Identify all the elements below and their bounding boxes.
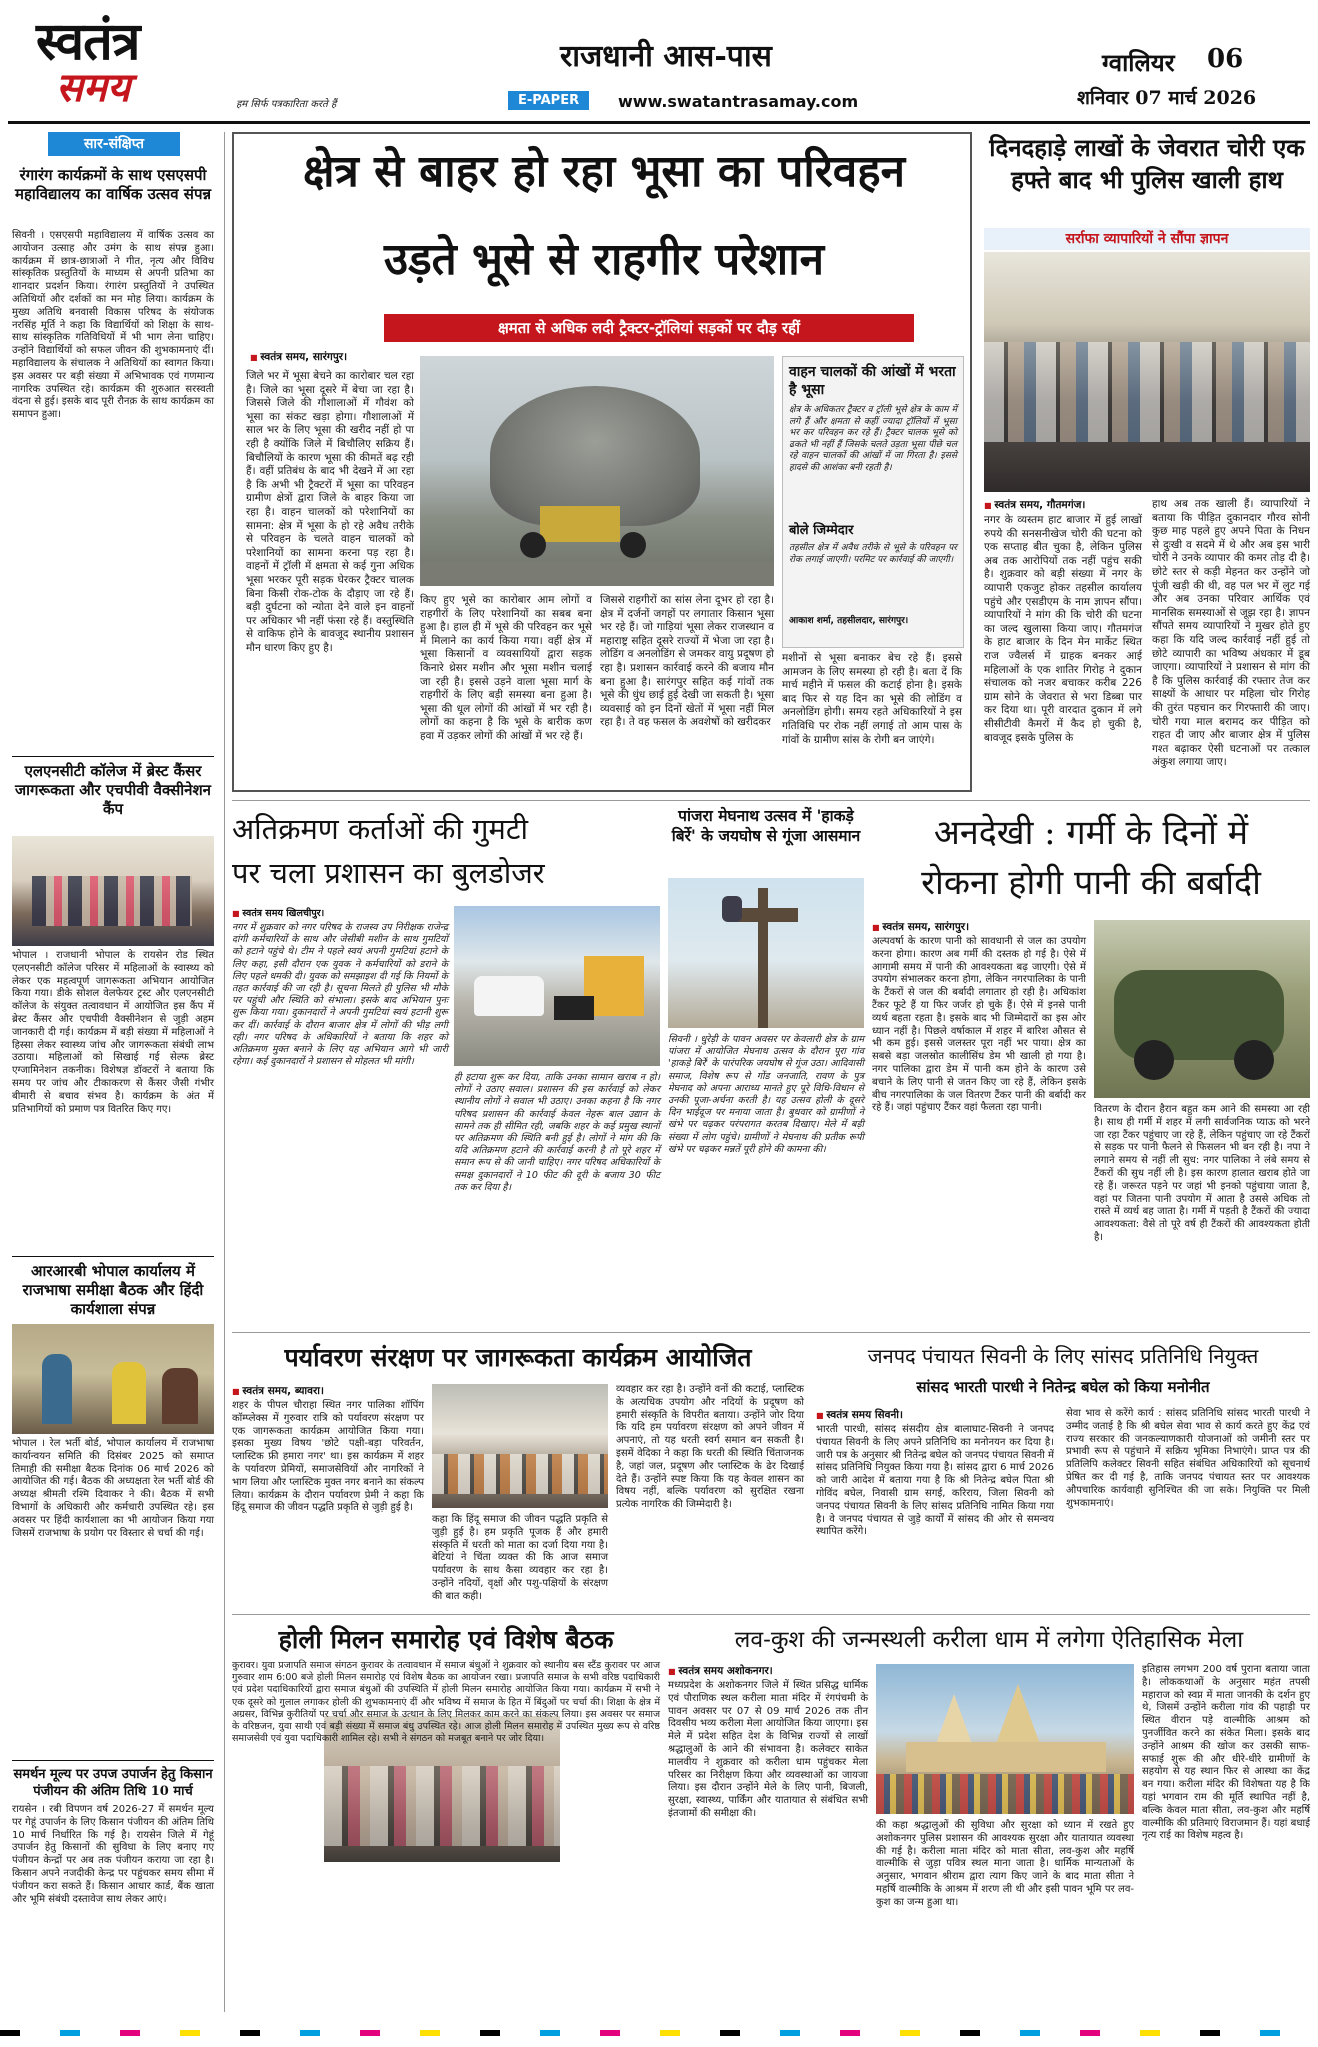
sidebox-body: क्षेत्र के अधिकतर ट्रैक्टर व ट्रॉली भूसे क्षेत्र के काम में लगे हैं और क्षमता से कहीं ज्यादा ट्रॉलियों में भूसा भर कर परिवहन कर रहे हैं। ट्रैक्टर चालक भूसे को ढकते भी नहीं हैं जिसके चलते उड़ता भूसा पीछे चल रहे वाहन चालकों की आंखों में जा गिरता है। इससे हादसे की आशंका बनी रहती है। <box>789 405 957 473</box>
water-headline: रोकना होगी पानी की बर्बादी <box>921 863 1261 903</box>
column-rule <box>224 132 225 2012</box>
bulldozer-column: नगर में शुक्रवार को नगर परिषद के राजस्व उप निरीक्षक राजेन्द्र दांगी कर्मचारियों के साथ और जेसीबी मशीन के साथ गुमटियों को हटाने पहुंचे थे। टीम ने पहले स्वयं अपनी गुमटियां हटाने के लिए कहा, इसी दौरान एक युवक ने कर्मचारियों को डराने के लिए पहले धमकी दी। युवक को समझाइश दी गई कि नियमों के तहत कार्रवाई की जा रही है। सूचना मिलते ही पुलिस भी मौके पर पहुंची और स्थिति को संभाला। इसके बाद अभियान पुनः शुरू किया गया। दुकानदारों ने अपनी गुमटियां स्वयं हटानी शुरू कर दीं। कार्रवाई के दौरान बाजार क्षेत्र में लोगों की भीड़ लगी रही। नगर परिषद के अधिकारियों ने बताया कि शहर को अतिक्रमण मुक्त बनाने के लिए यह अभियान आगे भी जारी रहेगा। कई दुकानदारों ने प्रशासन से मोहलत भी मांगी। <box>232 922 448 1068</box>
bulldozer-photo <box>454 906 660 1066</box>
masthead <box>0 0 1318 120</box>
sidebar-label: सार-संक्षिप्त <box>48 132 180 156</box>
festival-headline: पांजरा मेघनाथ उत्सव में 'हाकड़े बिर्रे' के जयघोष से गूंजा आसमान <box>671 806 861 845</box>
holi-body: कुरावर। युवा प्रजापति समाज संगठन कुरावर के तत्वावधान में समाज बंधुओं ने शुक्रवार को स्थानीय बस स्टैंड कुरावर पर आज गुरुवार शाम 6:00 बजे होली मिलन समारोह एवं विशेष बैठक का आयोजन रखा। प्रजापति समाज के सभी वरिष्ठ पदाधिकारी एवं प्रदेश पदाधिकारियों द्वारा समाज बंधुओं की उपस्थिति में होली मिलन समारोह आयोजित किया गया। कार्यक्रम में सभी ने एक दूसरे को गुलाल लगाकर होली की शुभकामनाएं दीं और भविष्य में समाज के हित में बिंदुओं पर चर्चा की। शिक्षा के क्षेत्र में अग्रसर, विभिन्न कुरीतियों पर चर्चा और समाज के उत्थान के लिए मिलकर काम करने का संकल्प लिया। इस अवसर पर समाज के वरिष्ठजन, युवा साथी एवं बड़ी संख्या में समाज बंधु उपस्थित रहे। आज होली मिलन समारोह में उपस्थित मुख्य रूप से वरिष्ठ समाजसेवी एवं युवा पदाधिकारी शामिल रहे। सभी ने संगठन को मजबूत बनाने पर जोर दिया। <box>232 1660 660 1745</box>
lead-deck-banner: क्षमता से अधिक लदी ट्रैक्टर-ट्रॉलियां सड़कों पर दौड़ रहीं <box>384 314 914 342</box>
luvkush-column: मध्यप्रदेश के अशोकनगर जिले में स्थित प्रसिद्ध धार्मिक एवं पौराणिक स्थल करीला माता मंदिर में रंगपंचमी के पावन अवसर पर 07 से 09 मार्च 2026 तक तीन दिवसीय भव्य करीला मेला आयोजित किया जाएगा। इस मेले में प्रदेश सहित देश के विभिन्न राज्यों से लाखों श्रद्धालुओं के आने की संभावना है। कलेक्टर साकेत मालवीय ने शुक्रवार को करीला धाम पहुंचकर मेला परिसर का निरीक्षण किया और व्यवस्थाओं का जायजा लिया। इस दौरान उन्होंने मेले के लिए पानी, बिजली, सुरक्षा, स्वास्थ्य, पार्किंग और यातायात से संबंधित सभी इंतजामों की समीक्षा की। <box>668 1680 868 1819</box>
water-story <box>872 806 1310 1326</box>
city-name: ग्वालियर <box>1102 48 1175 77</box>
lnct-camp-photo <box>12 836 214 946</box>
section-rule <box>232 1332 1310 1333</box>
bulldozer-headline: पर चला प्रशासन का बुलडोजर <box>232 856 545 890</box>
sidebar-headline: एलएनसीटी कॉलेज में ब्रेस्ट कैंसर जागरूकता और एचपीवी वैक्सीनेशन कैंप <box>15 762 211 818</box>
sidebar <box>8 132 220 2012</box>
section-title: राजधानी आस-पास <box>560 39 772 74</box>
sidebar-headline: समर्थन मूल्य पर उपज उपार्जन हेतु किसान पंजीयन की अंतिम तिथि 10 मार्च <box>13 1767 213 1799</box>
bulldozer-column: ही हटाया शुरू कर दिया, ताकि उनका सामान खराब न हो। लोगों ने उठाए सवाल। प्रशासन की इस कार्रवाई को लेकर स्थानीय लोगों ने सवाल भी उठाए। उनका कहना है कि नगर परिषद प्रशासन की कार्रवाई केवल नेहरू बाल उद्यान के सामने तक ही सीमित रही, जबकि शहर के कई प्रमुख स्थानों पर अतिक्रमण की स्थिति बनी हुई है। लोगों ने मांग की कि यदि अतिक्रमण हटाने की कार्रवाई करनी है तो पूरे शहर में समान रूप से की जानी चाहिए। नगर परिषद अधिकारियों के समक्ष दुकानदारों ने 10 फीट की दूरी के बजाय 30 फीट तक कर दिया है। <box>454 1072 660 1193</box>
holi-story <box>232 1620 660 2012</box>
epaper-tag: E-PAPER <box>508 91 589 110</box>
lead-column: जिससे राहगीरों का सांस लेना दूभर हो रहा है। क्षेत्र में दर्जनों जगहों पर लगातार किसान भूसा भर रहे हैं। जो गाड़ियां भूसा लेकर राजस्थान व महाराष्ट्र सहित दूसरे राज्यों में भेजा जा रहा है। लोडिंग व अनलोडिंग से जमकर वायु प्रदूषण हो रहा है। प्रशासन कार्रवाई करने की बजाय मौन बना हुआ है। सारंगपुर सहित कई गांवों तक भूसे की धुंध छाई हुई देखी जा सकती है। भूसा व्यवसाई को इन दिनों खेतों में भूसा नहीं मिल रहा है। ते वह फसल के अवशेषों को खरीदकर <box>600 594 774 729</box>
lead-column: मशीनों से भूसा बनाकर बेच रहे हैं। इससे आमजन के लिए समस्या हो रही है। बता दें कि मार्च महीने में फसल की कटाई होना है। इसके बाद फिर से यह दिन का भूसे की लोडिंग व अनलोडिंग होगी। समय रहते अधिकारियों ने इस गतिविधि पर रोक नहीं लगाई तो आम पास के गांवों के ग्रामीण सांस के रोगी बन जाएंगे। <box>782 652 962 746</box>
luvkush-story <box>668 1620 1310 2012</box>
theft-deck: सर्राफा व्यापारियों ने सौंपा ज्ञापन <box>984 228 1310 250</box>
theft-column: नगर के व्यस्तम हाट बाजार में हुई लाखों रुपये की सनसनीखेज चोरी की घटना को एक सप्ताह बीत चुका है, लेकिन पुलिस अब तक आरोपियों तक नहीं पहुंच सकी है। शुक्रवार को बड़ी संख्या में नगर के व्यापारी एकजुट होकर तहसील कार्यालय पहुंचे और एसडीएम के नाम ज्ञापन सौंपा। व्यापारियों ने मांग की कि चोरी की घटना का जल्द खुलासा किया जाए। गौतमगंज के हाट बाजार के दिन मेन मार्केट स्थित राज ज्वैलर्स में ग्राहक बनकर आई महिलाओं के एक शातिर गिरोह ने दुकान संचालक को नजर बचाकर करीब 226 ग्राम सोने के जेवरात से भरा डिब्बा पार कर दिया था। पूरी वारदात दुकान में लगे सीसीटीवी कैमरों में कैद हो चुकी है, बावजूद इसके पुलिस के <box>984 514 1142 744</box>
holi-body-continued <box>232 1716 318 1866</box>
luvkush-byline: ■ स्वतंत्र समय अशोकनगर। <box>668 1664 773 1678</box>
lead-headline: उड़ते भूसे से राहगीर परेशान <box>383 234 825 285</box>
section-rule <box>232 1614 1310 1615</box>
sidebox-title: वाहन चालकों की आंखों में भरता है भूसा <box>789 364 956 398</box>
sidebar-headline: रंगारंग कार्यक्रमों के साथ एसएसपी महाविद्यालय का वार्षिक उत्सव संपन्न <box>14 166 212 203</box>
theft-headline: दिनदहाड़े लाखों के जेवरात चोरी एक हफ्ते बाद भी पुलिस खाली हाथ <box>989 133 1305 194</box>
nomination-deck: सांसद भारती पारधी ने नितेन्द्र बघेल को किया मनोनीत <box>916 1378 1210 1396</box>
sidebar-divider <box>12 756 214 757</box>
lead-column: किए हुए भूसे का कारोबार आम लोगों व राहगीरों के लिए परेशानियों का सबब बना हुआ है। हाल ही में भूसे की परिवहन कर भूसे में मिलाने का कार्य किया गया। वहीं क्षेत्र में भूसा किसानों व व्यवसायियों द्वारा सड़क किनारे थ्रेसर मशीन और भूसा मशीन चलाई जा रही है। इससे उड़ने वाला भूसा मार्ग के राहगीरों के लिए बड़ी समस्या बना हुआ है। भूसा की धूल लोगों की आंखों में भर रही है। लोगों का कहना है कि भूसे के बारीक कण हवा में उड़कर लोगों की आंखों में भर रहे हैं। <box>420 594 592 742</box>
luvkush-headline: लव-कुश की जन्मस्थली करीला धाम में लगेगा ऐतिहासिक मेला <box>734 1627 1244 1653</box>
water-tanker-photo <box>1094 920 1310 1098</box>
lead-sidebox <box>782 356 964 648</box>
sidebar-article-body: भोपाल । राजधानी भोपाल के रायसेन रोड स्थित एलएनसीटी कॉलेज परिसर में महिलाओं के स्वास्थ्य को लेकर एक महत्वपूर्ण जागरूकता अभियान आयोजित किया गया। डीके सोशल वेलफेयर ट्रस्ट और एलएनसीटी कॉलेज के संयुक्त तत्वावधान में आयोजित इस कैंप में ब्रेस्ट कैंसर और एचपीवी वैक्सीनेशन से जुड़ी अहम जानकारी दी गई। कार्यक्रम में बड़ी संख्या में महिलाओं ने हिस्सा लेकर स्वास्थ्य जांच और जागरूकता संबंधी लाभ उठाया। महिलाओं को सिखाई गई सेल्फ ब्रेस्ट एग्जामिनेशन तकनीक। विशेषज्ञ डॉक्टरों ने बताया कि समय पर जांच और टीकाकरण से कैंसर जैसी गंभीर बीमारी से बचाव संभव है। कार्यक्रम के अंत में प्रतिभागियों को प्रमाण पत्र वितरित किए गए। <box>12 950 214 1115</box>
environment-headline: पर्यावरण संरक्षण पर जागरूकता कार्यक्रम आयोजित <box>284 1343 752 1372</box>
nomination-story <box>816 1338 1310 1608</box>
traders-memorandum-photo <box>984 252 1310 492</box>
environment-photo <box>432 1384 608 1508</box>
water-headline: अनदेखी : गर्मी के दिनों में <box>933 813 1249 853</box>
water-column: वितरण के दौरान हैरान बहुत कम आने की समस्या आ रही है। साथ ही गर्मी में शहर में लगी सार्वजनिक प्याऊ को भरने जा रहा टैंकर पहुंचाए जा रहे हैं, लेकिन पहुंचाए जा रहे टैंकरों से सड़क पर पानी फैलने से फिसलन भी बन रही है। नपा ने लगाने समय से नहीं ली सुध: नगर पालिका ने लंबे समय से टैंकरों की सुध नहीं ली है। इस कारण हालात खराब होते जा रहे हैं। जरूरत पड़ने पर जहां भी इनको पहुंचाया जाता है, वहां पर जितना पानी उपयोग में आता है उससे अधिक तो रास्ते में व्यर्थ बह जाता है। गर्मी में पड़ती है टैंकरों की ज्यादा आवश्यकता: वैसे तो पूरे वर्ष ही टैंकरों की आवश्यकता होती है। <box>1094 1104 1310 1243</box>
lead-column: जिले भर में भूसा बेचने का कारोबार चल रहा है। जिले का भूसा दूसरे में बेचा जा रहा है। जिससे जिले की गौशालाओं में गौवंश को भूसा का संकट खड़ा होगा। गौशालाओं में साल भर के लिए भूसा की खरीद नहीं हो पा रही है क्योंकि जिले में बिचौलिए सक्रिय हैं। बिचौलियों के कारण भूसा की कीमतें बढ़ रही हैं। वहीं प्रतिबंध के बाद भी देखने में आ रहा है कि अभी भी ट्रैक्टरों में भूसा का परिवहन ग्रामीण क्षेत्रों द्वारा जिले के बाहर किया जा रहा है। वाहन चालकों को परेशानियों का सामना: क्षेत्र में भूसा के हो रहे अवैध तरीके से परिवहन के चलते वाहन चालकों को परेशानियों का सामना करना पड़ रहा है। वाहनों में ट्रॉली में क्षमता से कई गुना अधिक भूसा भरकर पूरी सड़क घेरकर ट्रैक्टर चालक बिना किसी रोक-टोक के दौड़ाए जा रहे हैं। बड़ी दुर्घटना को न्योता देने वाले इन वाहनों पर अधिकार भी नहीं फंसा रहे हैं। वस्तुस्थिति से वाकिफ होने के बावजूद स्थानीय प्रशासन मौन धारण किए हुए है। <box>246 370 414 654</box>
nomination-column: सेवा भाव से करेंगे कार्य : सांसद प्रतिनिधि सांसद भारती पारधी ने उम्मीद जताई है कि श्री बघेल सेवा भाव से कार्य करते हुए केंद्र एवं राज्य सरकार की जनकल्याणकारी योजनाओं को जमीनी स्तर पर प्रभावी रूप से पहुंचाने में सक्रिय भूमिका निभाएंगे। प्राप्त पत्र की प्रतिलिपि कलेक्टर सिवनी सहित संबंधित अधिकारियों को सूचनार्थ प्रेषित कर दी गई है, ताकि जनपद पंचायत स्तर पर आवश्यक औपचारिक कार्यवाही सुनिश्चित की जा सके। नियुक्ति पर मिली शुभकामनाएं। <box>1066 1408 1310 1509</box>
environment-story <box>232 1338 804 1608</box>
sidebar-article-body: रायसेन । रबी विपणन वर्ष 2026-27 में समर्थन मूल्य पर गेहूं उपार्जन के लिए किसान पंजीयन की अंतिम तिथि 10 मार्च निर्धारित कि गई है। रायसेन जिले में गेहूं उपार्जन हेतु किसानों की सुविधा के लिए बनाए गए पंजीयन केन्द्रों पर अब तक पंजीयन कराया जा रहा है। किसान अपने नजदीकी केन्द्र पर पहुंचकर समय सीमा में पंजीयन करा सकते हैं। किसान आधार कार्ड, बैंक खाता और भूमि संबंधी दस्तावेज साथ लेकर आएं। <box>12 1804 214 1905</box>
luvkush-column: की कहा श्रद्धालुओं की सुविधा और सुरक्षा को ध्यान में रखते हुए अशोकनगर पुलिस प्रशासन की आवश्यक सुरक्षा और यातायात व्यवस्था की गई है। करीला माता मंदिर को माता सीता, लव-कुश और महर्षि वाल्मीकि से जुड़ा पवित्र स्थल माना जाता है। धार्मिक मान्यताओं के अनुसार, भगवान श्रीराम द्वारा त्याग किए जाने के बाद माता सीता ने महर्षि वाल्मीकि के आश्रम में शरण ली थी और इसी पावन भूमि पर लव-कुश का जन्म हुआ था। <box>876 1820 1134 1908</box>
holi-headline: होली मिलन समारोह एवं विशेष बैठक <box>278 1625 614 1654</box>
logo-bottom: समय <box>56 64 131 111</box>
issue-date: शनिवार 07 मार्च 2026 <box>1077 87 1257 109</box>
bulldozer-headline: अतिक्रमण कर्ताओं की गुमटी <box>232 812 528 846</box>
luvkush-column: इतिहास लगभग 200 वर्ष पुराना बताया जाता है। लोककथाओं के अनुसार महंत तपसी महाराज को स्वप्न में माता जानकी के दर्शन हुए थे, जिसमें उन्होंने करीला गांव की पहाड़ी पर स्थित वीरान पड़े वाल्मीकि आश्रम को पुनर्जीवित करने का संकेत मिला। इसके बाद उन्होंने आश्रम की खोज कर उसकी साफ-सफाई शुरू की और धीरे-धीरे ग्रामीणों के सहयोग से यह स्थान फिर से आस्था का केंद्र बन गया। करीला मंदिर की विशेषता यह है कि यहां भगवान राम की मूर्ति स्थापित नहीं है, बल्कि केवल माता सीता, लव-कुश और महर्षि वाल्मीकि की प्रतिमाएं विराजमान हैं। यहां बधाई नृत्य राई का विशेष महत्व है। <box>1142 1664 1310 1842</box>
theft-column: हाथ अब तक खाली हैं। व्यापारियों ने बताया कि पीड़ित दुकानदार गौरव सोनी कुछ माह पहले हुए अपने पिता के निधन से दुःखी व सदमे में थे और अब इस भारी चोरी ने उनके व्यापार की कमर तोड़ दी है। छोटे स्तर से कड़ी मेहनत कर उन्होंने जो पूंजी खड़ी की थी, वह पल भर में लुट गई और अब उनका परिवार आर्थिक एवं मानसिक समस्याओं से जूझ रहा है। ज्ञापन सौंपते समय व्यापारियों ने मुखर होते हुए कहा कि यदि जल्द कार्रवाई नहीं हुई तो छोटे व्यापारी का भविष्य अंधकार में डूब जाएगा। व्यापारियों ने प्रशासन से मांग की है कि पुलिस कार्रवाई की रफ्तार तेज कर साक्ष्यों के आधार पर महिला चोर गिरोह की तुरंत पहचान कर गिरफ्तारी की जाए। चोरी गया माल बरामद कर पीड़ित को राहत दी जाए और बाजार क्षेत्र में पुलिस गश्त बढ़ाकर ऐसी घटनाओं पर तत्काल अंकुश लगाया जाए। <box>1152 498 1310 769</box>
theft-byline: ■ स्वतंत्र समय, गौतमगंज। <box>984 498 1085 512</box>
masthead-rule <box>8 121 1310 124</box>
water-column: अल्पवर्षा के कारण पानी को सावधानी से जल का उपयोग करना होगा। कारण अब गर्मी की दस्तक हो गई है। ऐसे में आगामी समय में पानी की आवश्यकता बढ़ जाएगी। ऐसे में उपयोग संभालकर करना होगा, लेकिन नगरपालिका के पानी के टैंकरों से जल की बर्बादी लगातार हो रही है। अधिकांश टैंकर फूटे हैं या फिर जर्जर हो चुके हैं। ऐसे में इनसे पानी व्यर्थ बहता रहता है। इसके बाद भी जिम्मेदारों का इस ओर ध्यान नहीं है। पिछले वर्षाकाल में शहर में बारिश औसत से भी कम हुई। इससे जलस्तर पूरा नहीं भर पाया। क्षेत्र का सबसे बड़ा जलस्रोत कालीसिंध डेम भी खाली हो गया है। नगर पालिका द्वारा डेम में पानी कम होने के कारण उसे बचाने के लिए पानी से जतन किए जा रहे हैं, लेकिन इसके बीच नगरपालिका के जल वितरण टैंकर पानी की बर्बादी कर रहे हैं। जहां पहुंचाए टैंकर वहां फैलता रहा पानी। <box>872 936 1086 1114</box>
environment-column: शहर के पीपल चौराहा स्थित नगर पालिका शॉपिंग कॉम्प्लेक्स में गुरुवार रात्रि को पर्यावरण संरक्षण पर एक जागरूकता कार्यक्रम आयोजित किया गया। इसका मुख्य विषय 'छोटे पक्षी-बड़ा परिवर्तन, प्लास्टिक फ्री हमारा नगर' था। इस कार्यक्रम में शहर के पर्यावरण प्रेमियों, समाजसेवियों और नागरिकों ने भाग लिया और प्लास्टिक मुक्त नगर बनाने का संकल्प लिया। कार्यक्रम के दौरान पर्यावरण प्रेमी ने कहा कि हिंदू समाज की जीवन पद्धति प्रकृति से जुड़ी हुई है। <box>232 1400 424 1514</box>
sidebar-divider <box>12 1256 214 1257</box>
lead-story <box>232 132 972 792</box>
environment-byline: ■ स्वतंत्र समय, ब्यावरा। <box>232 1384 324 1398</box>
water-byline: ■ स्वतंत्र समय, सारंगपुर। <box>872 920 969 934</box>
official-title: बोले जिम्मेदार <box>789 523 854 538</box>
registration-strip <box>0 2030 1318 2036</box>
festival-photo <box>668 878 864 1028</box>
theft-story <box>984 132 1310 792</box>
sidebar-article-body: सिवनी । एसएसपी महाविद्यालय में वार्षिक उत्सव का आयोजन उत्साह और उमंग के साथ संपन्न हुआ। कार्यक्रम में छात्र-छात्राओं ने गीत, नृत्य और विविध सांस्कृतिक प्रस्तुतियों के माध्यम से अपनी प्रतिभा का शानदार प्रदर्शन किया। रंगारंग प्रस्तुतियों ने उपस्थित अतिथियों और दर्शकों का मन मोह लिया। कार्यक्रम के मुख्य अतिथि बनवासी विकास परिषद के संयोजक नरसिंह मूर्ति ने कहा कि विद्यार्थियों को शिक्षा के साथ-साथ सांस्कृतिक गतिविधियों में भी भाग लेना चाहिए। उन्होंने विद्यार्थियों को सफल जीवन की शुभकामनाएं दीं। महाविद्यालय के संचालक ने अतिथियों का स्वागत किया। इस अवसर पर बड़ी संख्या में अभिभावक एवं गणमान्य नागरिक उपस्थित रहे। कार्यक्रम की शुरुआत सरस्वती वंदना से हुई। इसके बाद पूरी रौनक़ के साथ कार्यक्रम का समापन हुआ। <box>12 230 214 421</box>
website-link[interactable]: www.swatantrasamay.com <box>618 92 859 111</box>
section-rule <box>232 800 1310 801</box>
official-name: आकाश शर्मा, तहसीलदार, सारंगपुर। <box>789 616 909 626</box>
karila-temple-photo <box>876 1664 1134 1814</box>
sidebar-headline: आरआरबी भोपाल कार्यालय में राजभाषा समीक्षा बैठक और हिंदी कार्यशाला संपन्न <box>22 1262 204 1318</box>
nomination-byline: ■ स्वतंत्र समय सिवनी। <box>816 1408 903 1422</box>
sidebar-divider <box>12 1760 214 1761</box>
logo-top: स्वतंत्र <box>36 11 140 72</box>
festival-body: सिवनी । धुरेड़ी के पावन अवसर पर केवलारी क्षेत्र के ग्राम पांजरा में आयोजित मेघनाथ उत्सव के दौरान पूरा गांव 'हाकड़े बिर्रे' के पारंपरिक जयघोष से गूंज उठा। आदिवासी समाज, विशेष रूप से गोंड जनजाति, रावण के पुत्र मेघनाद को अपना आराध्य मानते हुए पूरे विधि-विधान से उनकी पूजा-अर्चना करती है। यह उत्सव होली के दूसरे दिन भाईदूज पर मनाया जाता है। बुधवार को ग्रामीणों ने खंभे पर चढ़कर परंपरागत करतब दिखाए। मेले में बड़ी संख्या में लोग पहुंचे। ग्रामीणों ने मेघनाथ की प्रतीक रूपी खंभे पर चढ़कर मन्नतें पूरी होने की कामना की। <box>668 1034 864 1155</box>
festival-story <box>668 806 864 1326</box>
lead-headline: क्षेत्र से बाहर हो रहा भूसा का परिवहन <box>302 146 906 197</box>
sidebar-article-body: भोपाल । रेल भर्ती बोर्ड, भोपाल कार्यालय में राजभाषा कार्यान्वयन समिति की दिसंबर 2025 को समाप्त तिमाही की समीक्षा बैठक दिनांक 06 मार्च 2026 को आयोजित की गई। बैठक की अध्यक्षता रेल भर्ती बोर्ड की अध्यक्ष श्रीमती रश्मि दिवाकर ने की। बैठक में सभी विभागों के अधिकारी और कर्मचारी उपस्थित रहे। इस अवसर पर हिंदी कार्यशाला का भी आयोजन किया गया जिसमें राजभाषा के प्रयोग पर विस्तार से चर्चा की गई। <box>12 1438 214 1539</box>
environment-column: व्यवहार कर रहा है। उन्होंने वनों की कटाई, प्लास्टिक के अत्यधिक उपयोग और नदियों के प्रदूषण को हमारी संस्कृति के विपरीत बताया। उन्होंने जोर दिया कि यदि हम पर्यावरण संरक्षण को अपने जीवन में अपनाएं, तो यह धरती स्वर्ग समान बन सकती है। इसमें वेदिका ने कहा कि धरती की स्थिति चिंताजनक है, जहां जल, प्रदूषण और प्लास्टिक के ढेर दिखाई देते हैं। उन्होंने स्पष्ट किया कि यह केवल शासन का विषय नहीं, बल्कि पर्यावरण को सुरक्षित रखना प्रत्येक नागरिक की जिम्मेदारी है। <box>616 1384 804 1511</box>
tagline: हम सिर्फ पत्रकारिता करते हैं <box>236 99 337 110</box>
bulldozer-story <box>232 806 660 1326</box>
bulldozer-byline: ■ स्वतंत्र समय खिलचीपुर। <box>232 906 324 919</box>
lead-byline: ■ स्वतंत्र समय, सारंगपुर। <box>250 350 347 364</box>
rrb-meeting-photo <box>12 1324 214 1434</box>
official-body: तहसील क्षेत्र में अवैध तरीके से भूसे के परिवहन पर रोक लगाई जाएगी। परमिट पर कार्रवाई की जाएगी। <box>789 543 957 565</box>
hay-truck-photo <box>420 356 774 586</box>
nomination-column: भारती पारधी, सांसद संसदीय क्षेत्र बालाघाट-सिवनी ने जनपद पंचायत सिवनी के लिए अपने प्रतिनिधि का मनोनयन कर दिया है। जारी पत्र के अनुसार श्री नितेन्द्र बघेल को जनपद पंचायत सिवनी में सांसद प्रतिनिधि नियुक्त किया गया है। सांसद द्वारा 6 मार्च 2026 को जारी आदेश में बताया गया है कि श्री नितेन्द्र बघेल पिता श्री गोविंद बघेल, निवासी ग्राम सगई, करिराय, जिला सिवनी को जनपद पंचायत सिवनी के लिए सांसद प्रतिनिधि नामित किया गया है। वे जनपद पंचायत से जुड़े कार्यों में सांसद की ओर से समन्वय स्थापित करेंगे। <box>816 1424 1054 1538</box>
page-number: 06 <box>1207 44 1244 74</box>
environment-column: कहा कि हिंदू समाज की जीवन पद्धति प्रकृति से जुड़ी हुई है। हम प्रकृति पूजक हैं और हमारी संस्कृति में धरती को माता का दर्जा दिया गया है। बेटियां ने चिंता व्यक्त की कि आज समाज पर्यावरण के साथ कैसा व्यवहार कर रहा है। उन्होंने नदियों, वृक्षों और पशु-पक्षियों के संरक्षण की बात कही। <box>432 1514 608 1602</box>
nomination-headline: जनपद पंचायत सिवनी के लिए सांसद प्रतिनिधि नियुक्त <box>867 1344 1259 1368</box>
